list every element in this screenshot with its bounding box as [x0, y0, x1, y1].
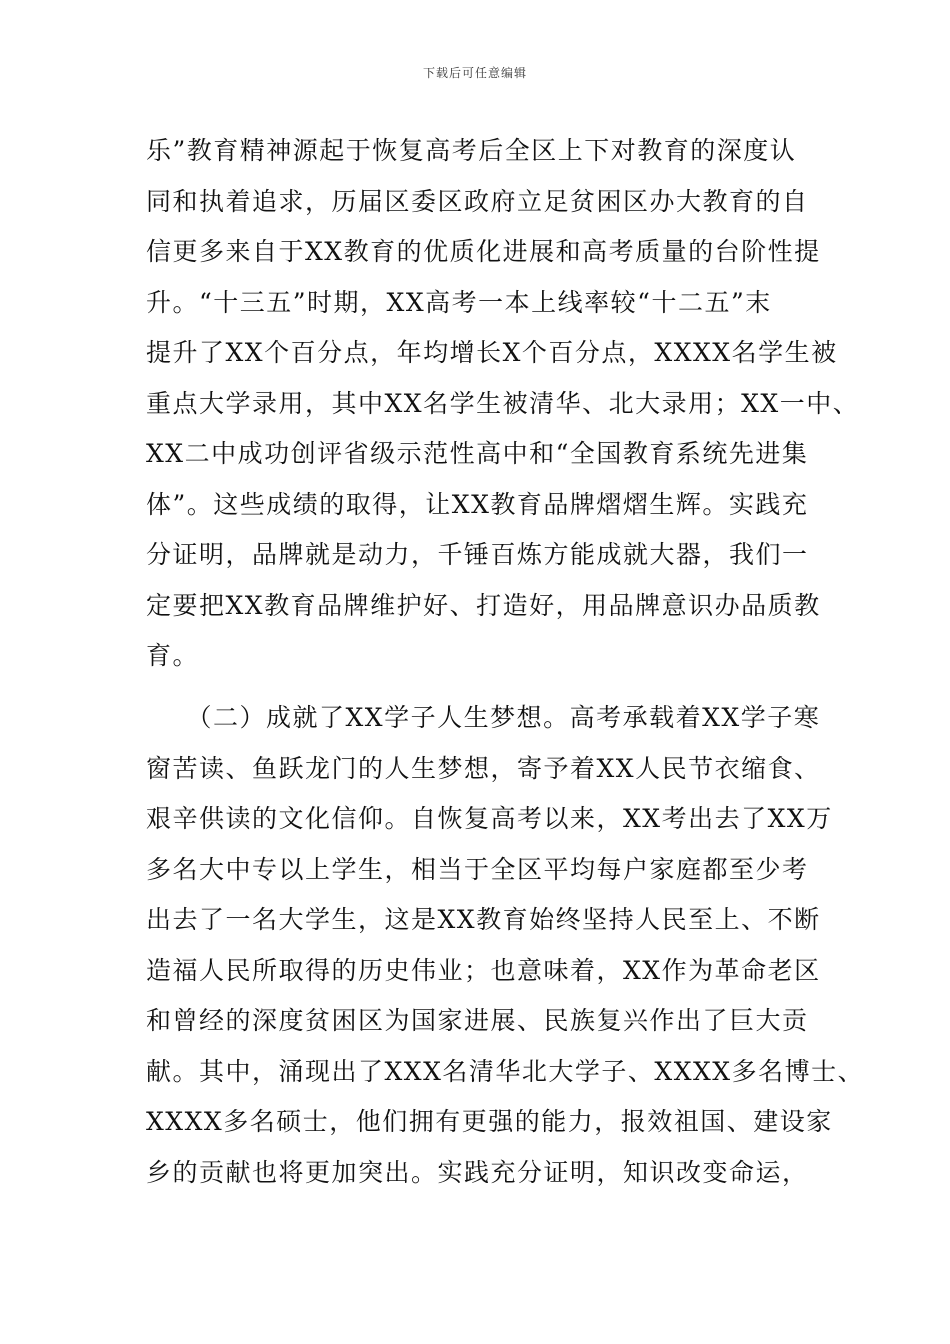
text-line: XXXX多名硕士，他们拥有更强的能力，报效祖国、建设家 — [146, 1107, 833, 1136]
paragraph-2 — [146, 693, 865, 1198]
text-line: 育。 — [146, 641, 200, 670]
text-line: 升。“十三五”时期，XX高考一本上线率较“十二五”末 — [146, 287, 772, 317]
text-line: 乐”教育精神源起于恢复高考后全区上下对教育的深度认 — [146, 136, 797, 165]
text-line: 分证明，品牌就是动力，千锤百炼方能成就大器，我们一 — [146, 540, 809, 569]
text-line: 和曾经的深度贫困区为国家进展、民族复兴作出了巨大贡 — [146, 1006, 809, 1035]
text-line: 献。其中，涌现出了XXX名清华北大学子、XXXX多名博士、 — [146, 1056, 865, 1086]
page-header: 下载后可任意编辑 — [422, 66, 527, 80]
text-line: 重点大学录用，其中XX名学生被清华、北大录用；XX一中、 — [146, 388, 860, 418]
text-line: 提升了XX个百分点，年均增长X个百分点，XXXX名学生被 — [146, 338, 838, 367]
text-line: 多名大中专以上学生，相当于全区平均每户家庭都至少考 — [146, 854, 809, 884]
text-line: 窗苦读、鱼跃龙门的人生梦想，寄予着XX人民节衣缩食、 — [146, 753, 821, 783]
text-line: 乡的贡献也将更加突出。实践充分证明，知识改变命运， — [146, 1157, 809, 1187]
text-line: 体”。这些成绩的取得，让XX教育品牌熠熠生辉。实践充 — [146, 489, 809, 519]
text-line: （二）成就了XX学子人生梦想。高考承载着XX学子寒 — [146, 703, 821, 732]
text-line: 艰辛供读的文化信仰。自恢复高考以来，XX考出去了XX万 — [146, 804, 833, 833]
text-line: XX二中成功创评省级示范性高中和“全国教育系统先进集 — [146, 439, 809, 468]
text-line: 定要把XX教育品牌维护好、打造好，用品牌意识办品质教 — [146, 590, 821, 620]
paragraph-1 — [146, 126, 860, 682]
text-line: 同和执着追求，历届区委区政府立足贫困区办大教育的自 — [146, 186, 809, 216]
text-line: 造福人民所取得的历史伟业；也意味着，XX作为革命老区 — [146, 955, 821, 985]
text-line: 出去了一名大学生，这是XX教育始终坚持人民至上、不断 — [146, 905, 821, 934]
text-line: 信更多来自于XX教育的优质化进展和高考质量的台阶性提 — [146, 237, 821, 266]
